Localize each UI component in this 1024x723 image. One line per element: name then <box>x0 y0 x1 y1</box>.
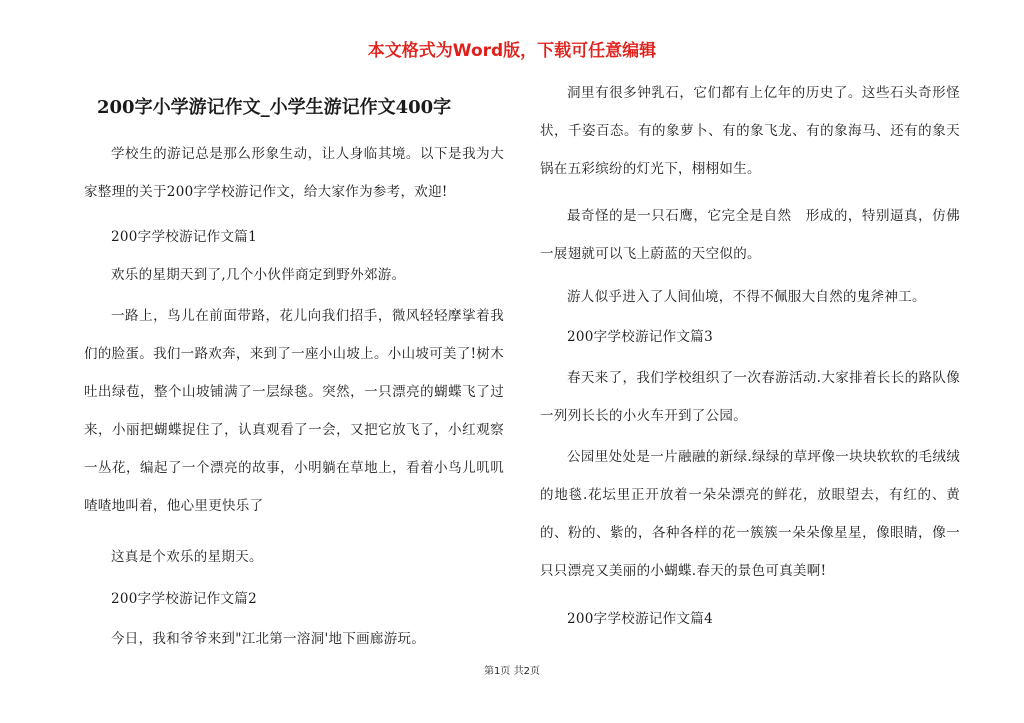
section-heading-3: 200字学校游记作文篇3 <box>567 329 713 345</box>
paragraph: 这真是个欢乐的星期天。 <box>111 549 263 565</box>
document-title: 200字小学游记作文_小学生游记作文400字 <box>97 97 452 118</box>
section-heading-2: 200字学校游记作文篇2 <box>111 591 257 607</box>
paragraph: 洞里有很多钟乳石，它们都有上亿年的历史了。这些石头奇形怪状，千姿百态。有的象萝卜、有的象飞龙、有的象海马、还有的象天锅在五彩缤纷的灯光下，栩栩如生。 <box>540 85 960 177</box>
paragraph: 游人似乎进入了人间仙境，不得不佩服大自然的鬼斧神工。 <box>567 289 926 305</box>
paragraph: 春天来了，我们学校组织了一次春游活动.大家排着长长的路队像一列列长长的小火车开到了公园。 <box>540 370 960 424</box>
paragraph: 今日，我和爷爷来到"江北第一溶洞'地下画廊游玩。 <box>111 631 426 647</box>
intro-paragraph: 学校生的游记总是那么形象生动，让人身临其境。以下是我为大家整理的关于200字学校游记作文，给大家作为参考，欢迎! <box>84 146 504 200</box>
paragraph: 公园里处处是一片融融的新绿.绿绿的草坪像一块块软软的毛绒绒的地毯.花坛里正开放着一朵朵漂亮的鲜花，放眼望去，有红的、黄的、粉的、紫的，各种各样的花一簇簇一朵朵像星星，像眼睛，像一只只漂亮又美丽的小蝴蝶.春天的景色可真美啊! <box>540 449 960 579</box>
paragraph: 最奇怪的是一只石鹰，它完全是自然 形成的，特别逼真，仿佛一展翅就可以飞上蔚蓝的天空似的。 <box>540 208 960 262</box>
section-heading-4: 200字学校游记作文篇4 <box>567 611 713 627</box>
section-heading-1: 200字学校游记作文篇1 <box>111 229 257 245</box>
page-number: 第1页 共2页 <box>484 666 540 677</box>
format-banner: 本文格式为Word版，下载可任意编辑 <box>367 41 657 61</box>
paragraph: 欢乐的星期天到了,几个小伙伴商定到野外郊游。 <box>111 267 406 283</box>
paragraph: 一路上，鸟儿在前面带路，花儿向我们招手，微风轻轻摩挲着我们的脸蛋。我们一路欢奔，来到了一座小山坡上。小山坡可美了!树木吐出绿苞，整个山坡铺满了一层绿毯。突然，一只漂亮的蝴蝶飞了过来，小丽把蝴蝶捉住了，认真观看了一会，又把它放飞了，小红观察一丛花，编起了一个漂亮的故事，小明躺在草地上，看着小鸟儿叽叽喳喳地叫着，他心里更快乐了 <box>84 308 504 514</box>
